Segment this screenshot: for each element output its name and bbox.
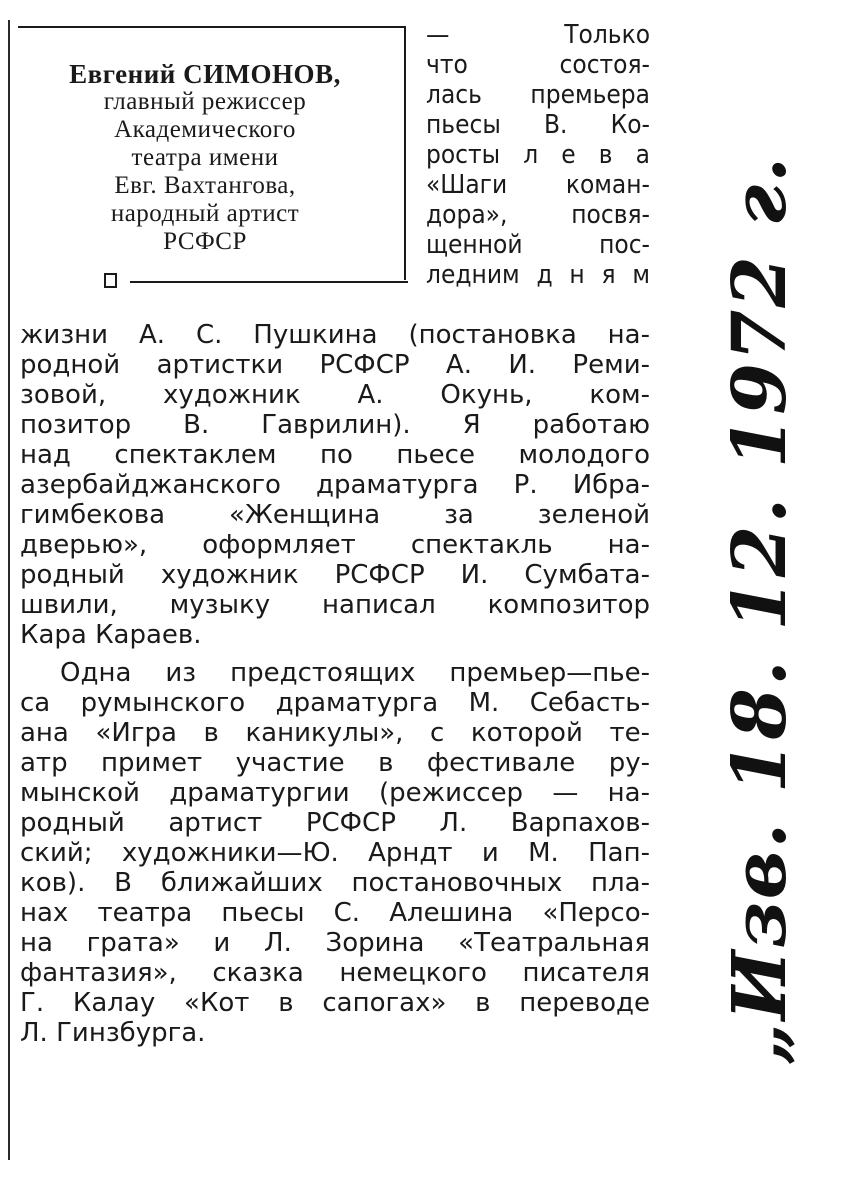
article-intro-column (426, 20, 650, 290)
article-line: дверью», оформляет спектакль на- (20, 530, 650, 560)
article-body (20, 320, 650, 1048)
byline-line: Академического (114, 116, 296, 143)
article-line: родный художник РСФСР И. Сумбата- (20, 560, 650, 590)
byline-bottom-rule (130, 281, 408, 283)
square-marker-icon (104, 273, 117, 288)
article-line: дора», посвя- (426, 200, 650, 230)
byline-line: РСФСР (163, 228, 247, 255)
article-line: са румынского драматурга М. Себасть- (20, 688, 650, 718)
byline-line: театра имени (131, 144, 279, 171)
article-line: Г. Калау «Кот в сапогах» в переводе (20, 988, 650, 1018)
article-line: «Шаги коман- (426, 170, 650, 200)
article-line: гимбекова «Женщина за зеленой (20, 500, 650, 530)
article-line: зовой, художник А. Окунь, ком- (20, 380, 650, 410)
article-line: фантазия», сказка немецкого писателя (20, 958, 650, 988)
column-left-rule (8, 20, 10, 1160)
article-line: лась премьера (426, 80, 650, 110)
article-line: ский; художники—Ю. Арндт и М. Пап- (20, 838, 650, 868)
article-line: позитор В. Гаврилин). Я работаю (20, 410, 650, 440)
byline-line: главный режиссер (103, 88, 307, 115)
byline-line: Евг. Вахтангова, (114, 172, 296, 199)
article-line: родный артист РСФСР Л. Варпахов- (20, 808, 650, 838)
article-line: азербайджанского драматурга Р. Ибра- (20, 470, 650, 500)
paragraph-gap (20, 650, 650, 658)
article-line: ков). В ближайших постановочных пла- (20, 868, 650, 898)
article-line: — Только (426, 20, 650, 50)
article-line: жизни А. С. Пушкина (постановка на- (20, 320, 650, 350)
article-line: атр примет участие в фестивале ру- (20, 748, 650, 778)
article-line: над спектаклем по пьесе молодого (20, 440, 650, 470)
handwritten-date-note (690, 130, 830, 1090)
article-line: щенной пос- (426, 230, 650, 260)
article-line: Одна из предстоящих премьер—пье- (60, 658, 650, 688)
author-name: Евгений СИМОНОВ, (69, 59, 341, 89)
article-line: Кара Караев. (20, 620, 202, 650)
article-line: что состоя- (426, 50, 650, 80)
article-line: на грата» и Л. Зорина «Театральная (20, 928, 650, 958)
article-line: ана «Игра в каникулы», с которой те- (20, 718, 650, 748)
article-line: нах театра пьесы С. Алешина «Персо- (20, 898, 650, 928)
article-line: мынской драматургии (режиссер — на- (20, 778, 650, 808)
article-line: родной артистки РСФСР А. И. Реми- (20, 350, 650, 380)
article-line: ледним д н я м (426, 260, 650, 290)
byline-line: народный артист (110, 200, 300, 227)
article-line: швили, музыку написал композитор (20, 590, 650, 620)
author-byline (24, 60, 386, 256)
article-line: Л. Гинзбурга. (20, 1018, 206, 1048)
article-line: росты л е в а (426, 140, 650, 170)
handwritten-date-text: „Изв. 18. 12. 1972 г. (717, 155, 803, 1065)
article-line: пьесы В. Ко- (426, 110, 650, 140)
